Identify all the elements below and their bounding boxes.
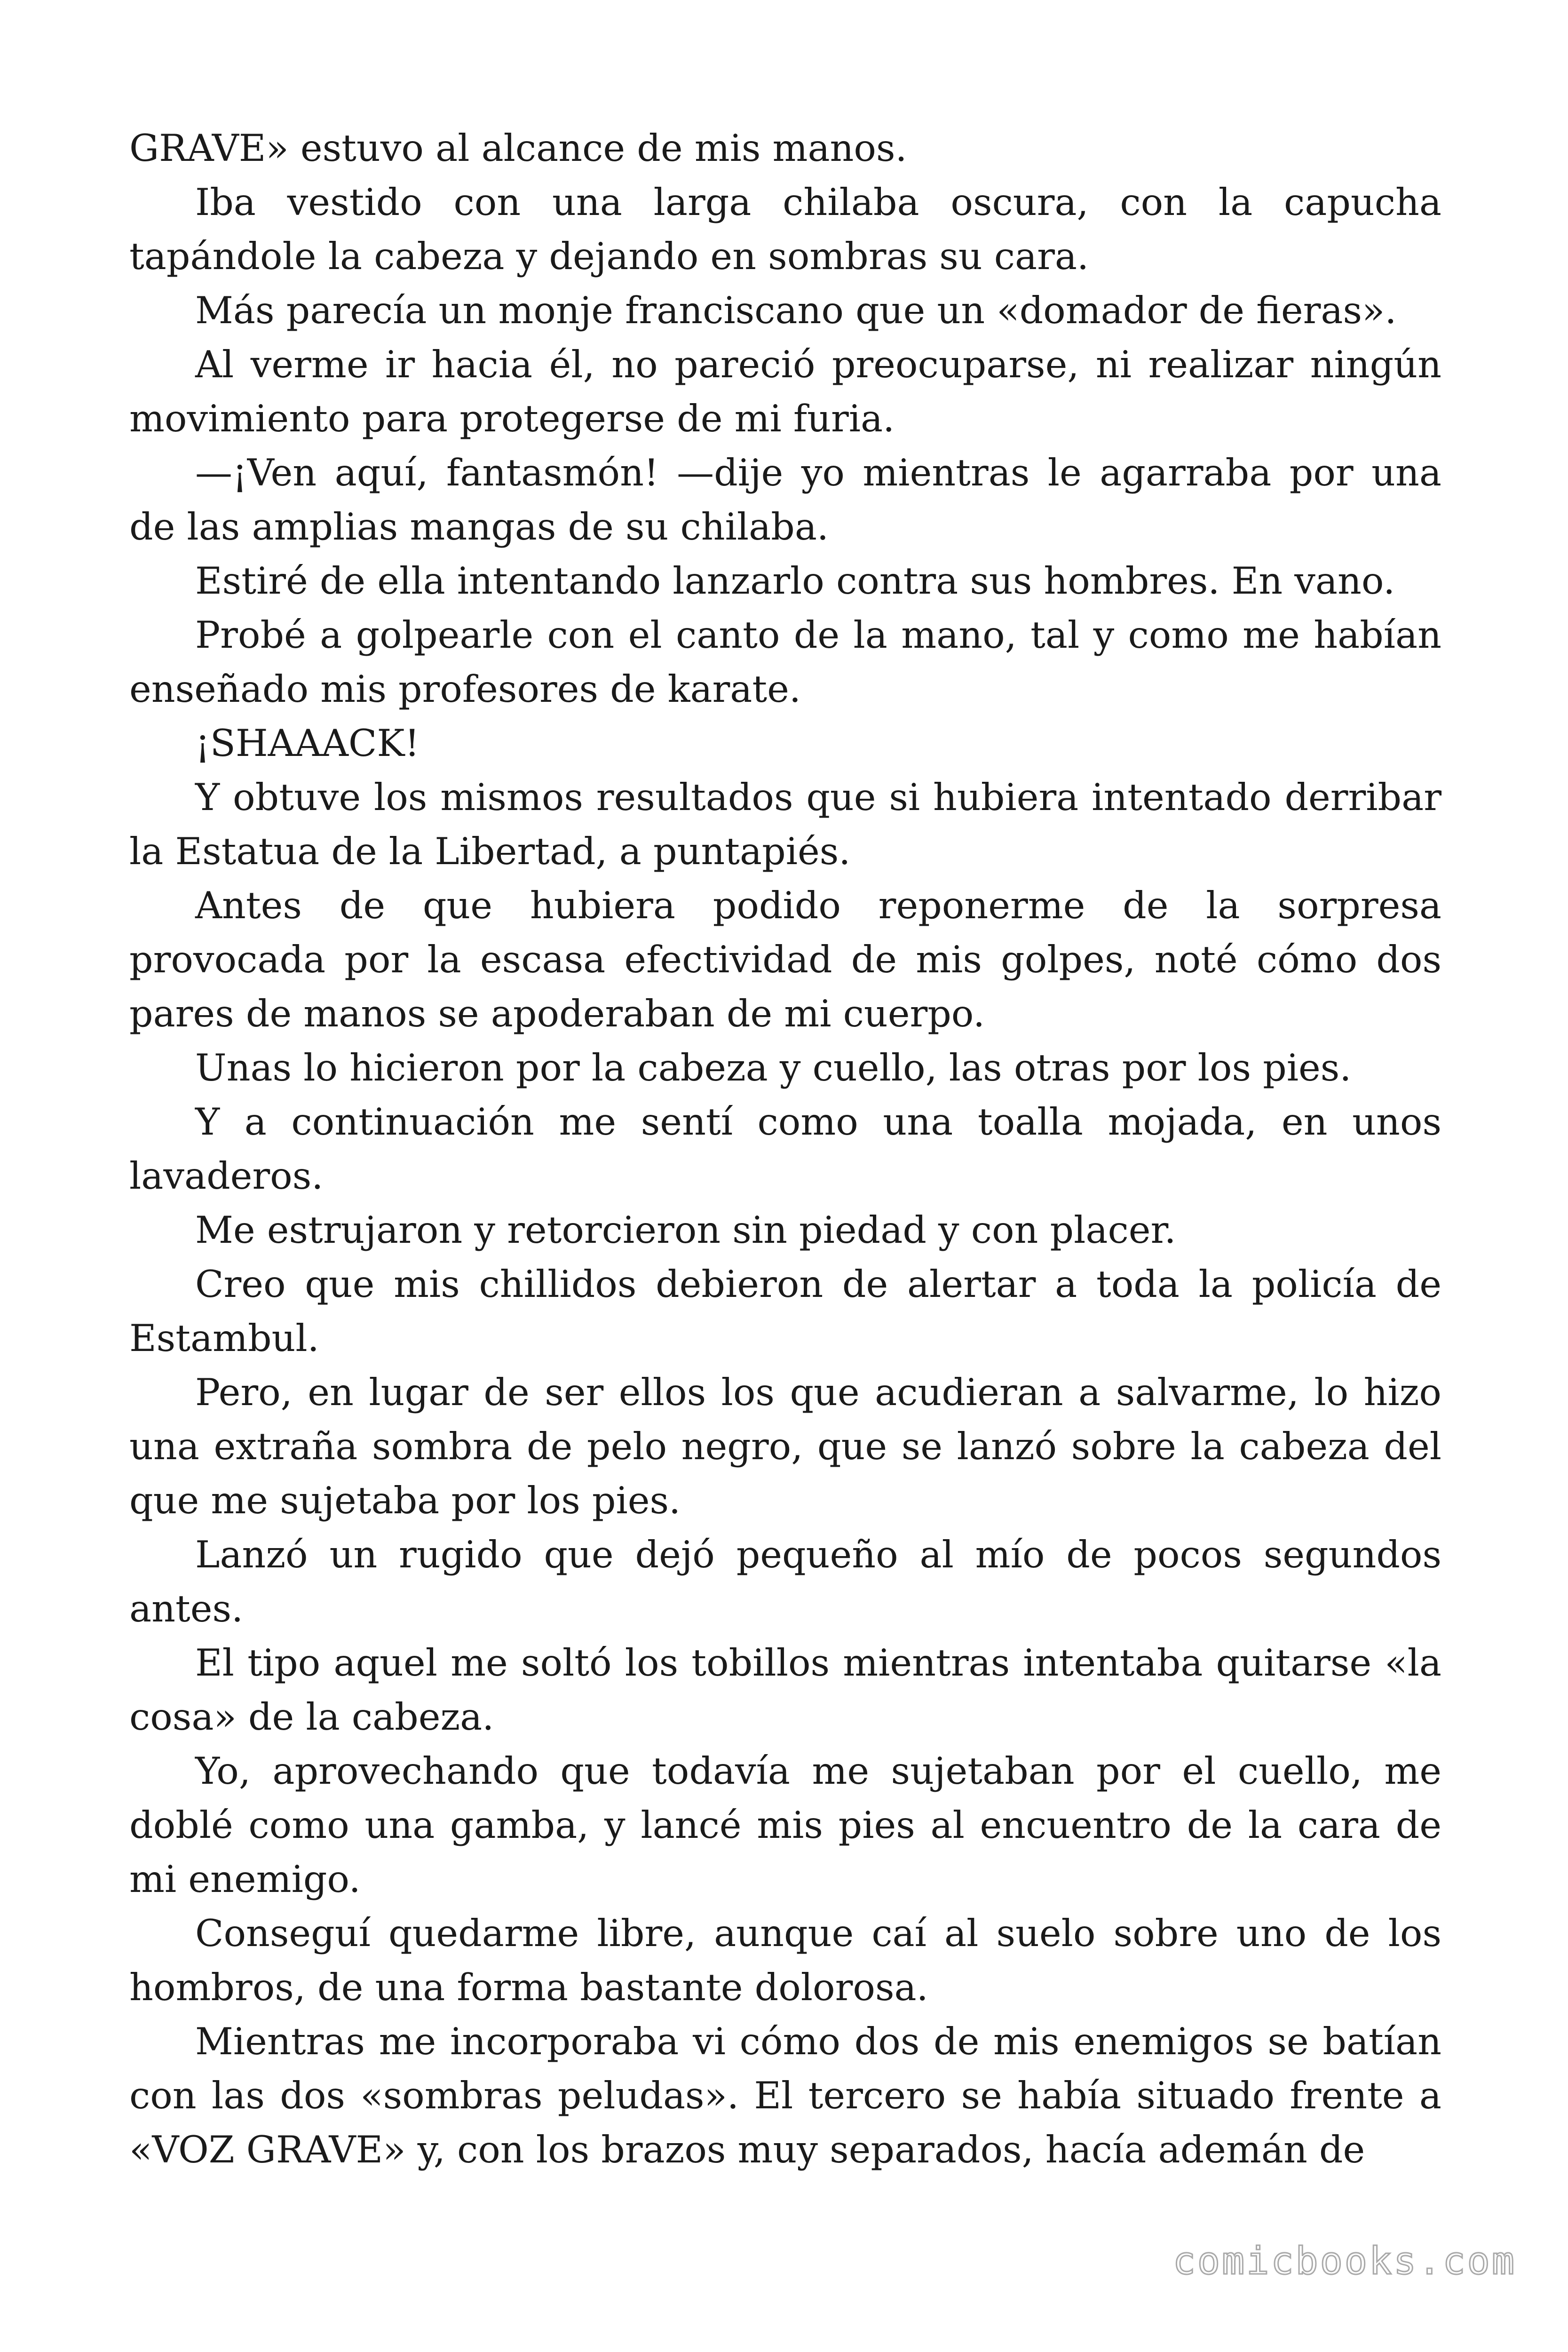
paragraph: El tipo aquel me soltó los tobillos mientras intentaba quitarse «la cosa» de la cabeza. <box>129 1641 1441 1739</box>
paragraph: Conseguí quedarme libre, aunque caí al suelo sobre uno de los hombros, de una forma bastante dolorosa. <box>129 1912 1441 2009</box>
paragraph: Me estrujaron y retorcieron sin piedad y con placer. <box>195 1208 1176 1252</box>
paragraph: Y obtuve los mismos resultados que si hubiera intentado derribar la Estatua de la Libertad, a puntapiés. <box>129 776 1441 873</box>
paragraph: Yo, aprovechando que todavía me sujetaban por el cuello, me doblé como una gamba, y lancé mis pies al encuentro de la cara de mi enemigo. <box>129 1749 1441 1901</box>
paragraph: Estiré de ella intentando lanzarlo contra sus hombres. En vano. <box>195 559 1395 603</box>
book-page <box>129 121 1441 2224</box>
watermark: comicbooks.com <box>1172 2239 1516 2283</box>
paragraph: Al verme ir hacia él, no pareció preocuparse, ni realizar ningún movimiento para protegerse de mi furia. <box>129 343 1441 440</box>
paragraph: Y a continuación me sentí como una toalla mojada, en unos lavaderos. <box>129 1100 1441 1198</box>
paragraph: Antes de que hubiera podido reponerme de la sorpresa provocada por la escasa efectividad de mis golpes, noté cómo dos pares de manos se apoderaban de mi cuerpo. <box>129 884 1441 1035</box>
paragraph: Más parecía un monje franciscano que un «domador de fieras». <box>195 289 1397 332</box>
paragraph: Lanzó un rugido que dejó pequeño al mío de pocos segundos antes. <box>129 1533 1441 1630</box>
paragraph: —¡Ven aquí, fantasmón! —dije yo mientras le agarraba por una de las amplias mangas de su chilaba. <box>129 451 1441 548</box>
paragraph: Iba vestido con una larga chilaba oscura, con la capucha tapándole la cabeza y dejando en sombras su cara. <box>129 181 1441 278</box>
paragraph: Probé a golpearle con el canto de la mano, tal y como me habían enseñado mis profesores de karate. <box>129 613 1441 711</box>
paragraph: Pero, en lugar de ser ellos los que acudieran a salvarme, lo hizo una extraña sombra de pelo negro, que se lanzó sobre la cabeza del que me sujetaba por los pies. <box>129 1371 1441 1522</box>
paragraph: GRAVE» estuvo al alcance de mis manos. <box>129 127 907 170</box>
paragraph: ¡SHAAACK! <box>195 722 420 765</box>
paragraph: Mientras me incorporaba vi cómo dos de mis enemigos se batían con las dos «sombras peludas». El tercero se había situado frente a «VOZ GRAVE» y, con los brazos muy separados, hacía ademán de <box>129 2020 1441 2171</box>
paragraph: Creo que mis chillidos debieron de alertar a toda la policía de Estambul. <box>129 1263 1441 1360</box>
paragraph: Unas lo hicieron por la cabeza y cuello, las otras por los pies. <box>195 1046 1352 1089</box>
